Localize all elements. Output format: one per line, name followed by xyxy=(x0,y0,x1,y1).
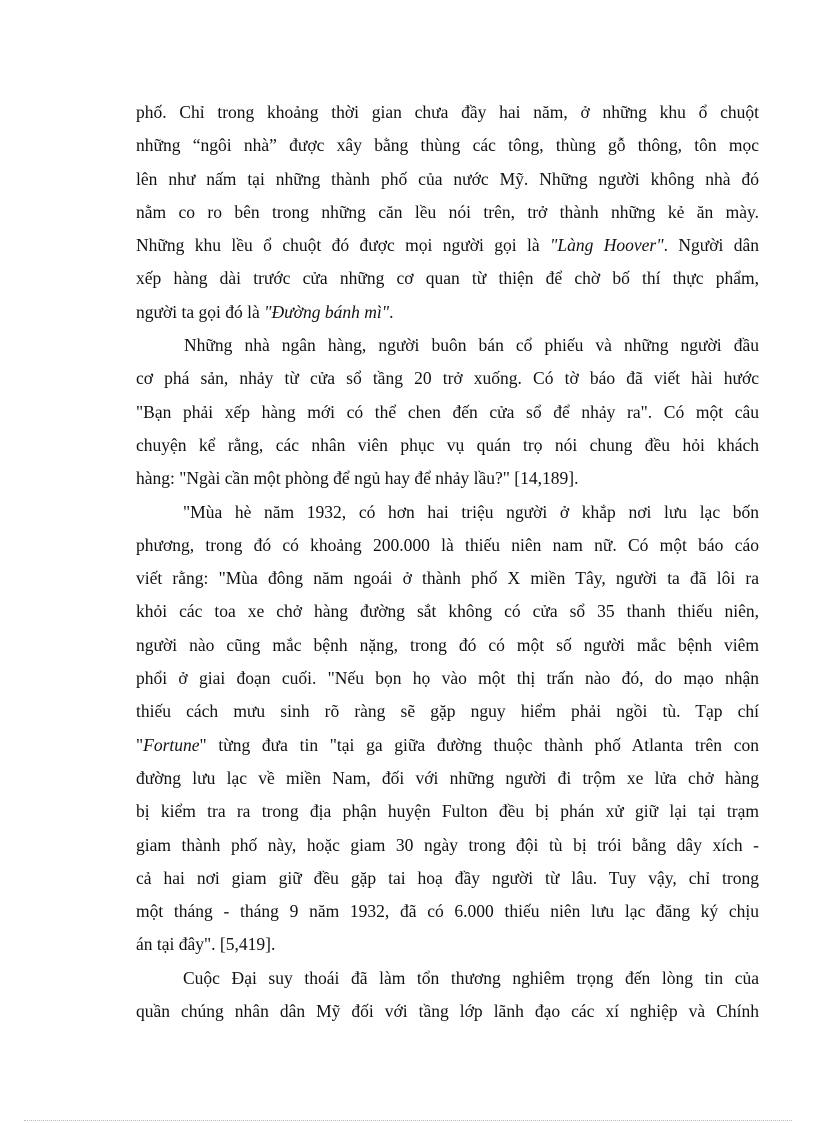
text-line xyxy=(136,296,759,329)
paragraph-1 xyxy=(136,96,759,329)
text-run: " từng đưa tin "tại ga giữa đường thuộc thành phố Atlanta trên con xyxy=(199,734,759,755)
text-line: phố. Chỉ trong khoảng thời gian chưa đầy hai năm, ở những khu ổ chuột xyxy=(136,102,759,122)
text-run: người ta gọi đó là xyxy=(136,301,265,322)
paragraph-3 xyxy=(136,496,759,962)
text-line: phổi ở giai đoạn cuối. "Nếu bọn họ vào một thị trấn nào đó, do mạo nhận xyxy=(136,668,759,689)
paragraph-2 xyxy=(136,329,759,495)
text-line: chuyện kể rằng, các nhân viên phục vụ quán trọ nói chung đều hỏi khách xyxy=(136,434,759,455)
text-run: . xyxy=(389,301,394,322)
text-run: . Người dân xyxy=(663,235,759,256)
text-line: quần chúng nhân dân Mỹ đối với tầng lớp lãnh đạo các xí nghiệp và Chính xyxy=(136,1001,759,1022)
text-line: khỏi các toa xe chở hàng đường sắt không có cửa sổ 35 thanh thiếu niên, xyxy=(136,601,759,622)
italic-term-lang-hoover: "Làng Hoover" xyxy=(550,235,664,256)
text-line: viết rằng: "Mùa đông năm ngoái ở thành phố X miền Tây, người ta đã lôi ra xyxy=(136,568,759,589)
text-line: Những nhà ngân hàng, người buôn bán cổ phiếu và những người đầu xyxy=(184,335,759,356)
text-line: cả hai nơi giam giữ đều gặp tai hoạ đầy người từ lâu. Tuy vậy, chỉ trong xyxy=(136,867,759,888)
text-line xyxy=(136,229,759,262)
text-line: cơ phá sản, nhảy từ cửa sổ tầng 20 trở xuống. Có tờ báo đã viết hài hước xyxy=(136,368,759,389)
text-line: giam thành phố này, hoặc giam 30 ngày trong đội tù bị trói bằng dây xích - xyxy=(136,834,759,855)
text-line: đường lưu lạc về miền Nam, đối với những người đi trộm xe lửa chở hàng xyxy=(136,767,759,788)
page-bottom-divider xyxy=(24,1120,792,1121)
italic-term-fortune: Fortune xyxy=(143,734,200,755)
text-run: Những khu lều ổ chuột đó được mọi người gọi là xyxy=(136,235,551,256)
italic-term-duong-banh-mi: "Đường bánh mì" xyxy=(264,301,390,322)
text-line: bị kiểm tra ra trong địa phận huyện Fulton đều bị phán xử giữ lại tại trạm xyxy=(136,801,759,822)
text-line: nằm co ro bên trong những căn lều nói trên, trở thành những kẻ ăn mày. xyxy=(136,201,759,222)
paragraph-4 xyxy=(136,962,759,1029)
text-line: lên như nấm tại những thành phố của nước Mỹ. Những người không nhà đó xyxy=(136,168,759,189)
text-line: thiếu cách mưu sinh rõ ràng sẽ gặp nguy hiểm phải ngồi tù. Tạp chí xyxy=(136,701,759,722)
text-line: hàng: "Ngài cần một phòng để ngủ hay để nhảy lầu?" [14,189]. xyxy=(136,468,579,489)
text-line: người nào cũng mắc bệnh nặng, trong đó có một số người mắc bệnh viêm xyxy=(136,634,759,655)
text-line: án tại đây". [5,419]. xyxy=(136,934,276,955)
document-page xyxy=(136,96,759,1028)
text-line: phương, trong đó có khoảng 200.000 là thiếu niên nam nữ. Có một báo cáo xyxy=(136,534,759,555)
text-line: xếp hàng dài trước cửa những cơ quan từ thiện để chờ bố thí thực phẩm, xyxy=(136,268,759,289)
text-line xyxy=(136,729,759,762)
text-run: " xyxy=(136,734,144,755)
text-line: những “ngôi nhà” được xây bằng thùng các tông, thùng gỗ thông, tôn mọc xyxy=(136,135,759,156)
text-line: "Mùa hè năm 1932, có hơn hai triệu người ở khắp nơi lưu lạc bốn xyxy=(183,501,759,522)
text-line: "Bạn phải xếp hàng mới có thể chen đến cửa sổ để nhảy ra". Có một câu xyxy=(136,401,759,422)
text-line: một tháng - tháng 9 năm 1932, đã có 6.000 thiếu niên lưu lạc đăng ký chịu xyxy=(136,901,759,922)
text-line: Cuộc Đại suy thoái đã làm tổn thương nghiêm trọng đến lòng tin của xyxy=(183,967,759,988)
